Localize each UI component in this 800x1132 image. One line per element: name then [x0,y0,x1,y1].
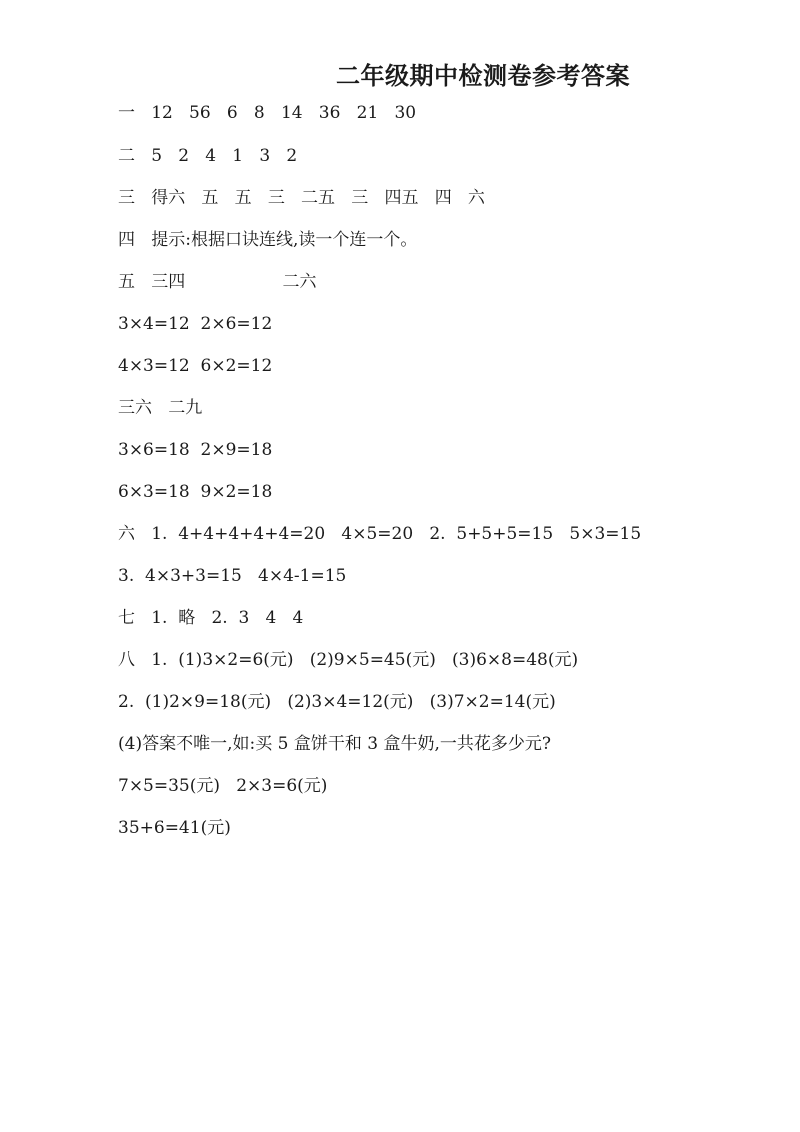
answer-line-13: 七 1. 略 2. 3 4 4 [118,608,304,628]
answer-line-16: (4)答案不唯一,如:买 5 盒饼干和 3 盒牛奶,一共花多少元? [118,734,551,754]
answer-line-14: 八 1. (1)3×2=6(元) (2)9×5=45(元) (3)6×8=48(元) [118,650,579,670]
answer-line-3: 三 得六 五 五 三 二五 三 四五 四 六 [118,188,485,208]
answer-line-11: 六 1. 4+4+4+4+4=20 4×5=20 2. 5+5+5=15 5×3=15 [118,524,642,544]
answer-line-5: 五 三四 二六 [118,272,317,292]
answer-line-17: 7×5=35(元) 2×3=6(元) [118,776,328,796]
answer-line-6: 3×4=12 2×6=12 [118,314,273,334]
answer-line-18: 35+6=41(元) [118,818,231,838]
answer-line-12: 3. 4×3+3=15 4×4-1=15 [118,566,347,586]
answer-line-1: 一 12 56 6 8 14 36 21 30 [118,103,417,123]
answer-line-2: 二 5 2 4 1 3 2 [118,146,298,166]
answer-line-7: 4×3=12 6×2=12 [118,356,273,376]
answer-line-9: 3×6=18 2×9=18 [118,440,273,460]
page-title: 二年级期中检测卷参考答案 [336,62,630,90]
answer-line-4: 四 提示:根据口诀连线,读一个连一个。 [118,230,418,250]
answer-line-15: 2. (1)2×9=18(元) (2)3×4=12(元) (3)7×2=14(元) [118,692,556,712]
answer-line-8: 三六 二九 [118,398,203,418]
answer-line-10: 6×3=18 9×2=18 [118,482,273,502]
